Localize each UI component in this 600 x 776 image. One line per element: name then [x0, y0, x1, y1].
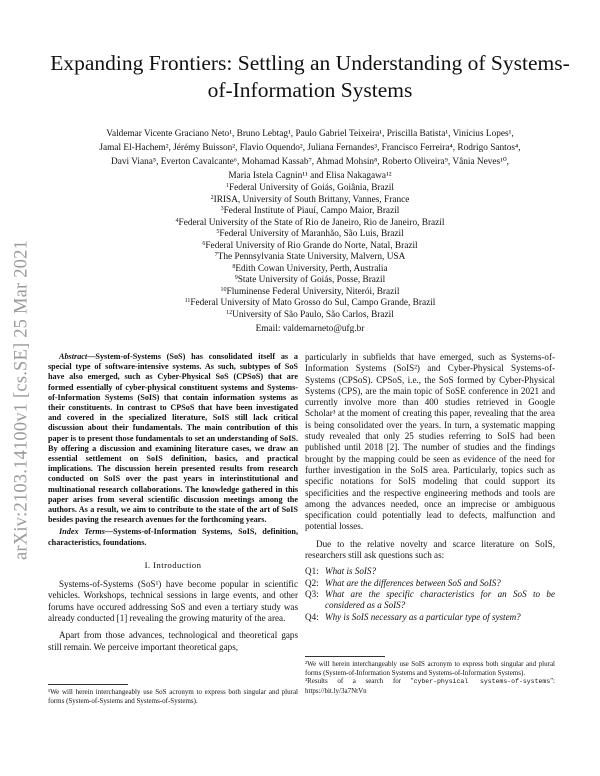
affiliation: $^4$Federal University of the State of Rio de Janeiro, Rio de Janeiro, Brazil: [175, 217, 445, 228]
question-item: Q2: What are the differences between SoS and SoIS?: [305, 577, 501, 588]
authors-line: Maria Istela Cagnin¹¹ and Elisa Nakagawa¹²: [228, 170, 392, 181]
footnote-rule: [305, 656, 385, 657]
body-paragraph: Due to the relative novelty and scarce literature on SoIS, researchers still ask questions such as:: [305, 538, 555, 561]
question-item: Q1: What is SoIS?: [305, 566, 377, 577]
email[interactable]: Email: valdemarneto@ufg.br: [255, 324, 365, 334]
affiliation: $^1$Federal University of Goiás, Goiânia, Brazil: [226, 183, 394, 193]
authors-line: Valdemar Vicente Graciano Neto¹, Bruno Lebtag¹, Paulo Gabriel Teixeira¹, Priscilla Batista¹, Vinícius Lopes¹,: [106, 129, 514, 139]
index-terms-text: —Systems-of-Information Systems, SoIS, definition, characteristics, foundations.: [48, 527, 298, 547]
footnote: ²We will herein interchangeably use SoIS acronym to express both singular and plural forms (System-of-Information Systems and Systems-of-Information Systems).: [305, 660, 555, 677]
affiliation: $^2$IRISA, University of South Brittany, Vannes, France: [210, 194, 410, 205]
affiliation: $^3$Federal Institute of Piauí, Campo Maior, Brazil: [220, 206, 400, 216]
affiliation: $^9$State University of Goiás, Posse, Brazil: [234, 275, 386, 285]
left-column: [48, 352, 298, 653]
intro-paragraph: Apart from those advances, technological and theoretical gaps still remain. We perceive important theoretical gaps,: [48, 630, 298, 652]
body-paragraph: particularly in subfields that have emerged, such as Systems-of-Information Systems (SoIS²) and Cyber-Physical Systems-of-Systems (CPSoS). CPSoS, i.e., the SoS formed by Cyber-Physical Systems (CPS), are the main topic of SoSE conference in 2021 and currently involve more than 400 studies retrieved in Google Scholar³ at the moment of creating this paper, revealing that the area is being consolidated over the years. In turn, a systematic mapping study revealed that only 25 studies referring to SoIS had been published until 2018 [2]. The number of studies and the findings brought by the mapping could be seen as evidence of the need for further investigation in the SoIS area. Particularly, topics such as specific notations for SoIS modeling that could support its specificities and the respective engineering methods and tools are among the advances needed, once an imprecise or ambiguous specification could potentially lead to defects, malfunction and potential losses.: [305, 352, 555, 532]
abstract-label: Abstract: [59, 352, 88, 361]
affiliation: $^8$Edith Cowan University, Perth, Australia: [232, 263, 388, 274]
footnote-link[interactable]: ": https://bit.ly/3a7NtVn: [305, 677, 555, 695]
question-item: Q3: What are the specific characteristics for an SoS to be considered as a SoIS?: [305, 588, 555, 611]
authors-line: Jamal El-Hachem², Jérémy Buisson², Flavio Oquendo², Juliana Fernandes³, Francisco Ferreira⁴, Rodrigo Santos⁴,: [99, 142, 521, 153]
section-heading: I. Introduction: [144, 559, 202, 570]
footnote: ³Results of a search for "cyber-physical systems-of-systems": https://bit.ly/3a7NtVn: [305, 677, 555, 695]
footnote-rule: [48, 684, 128, 685]
index-terms-label: Index Terms: [59, 527, 105, 537]
intro-paragraph: Systems-of-Systems (SoS¹) have become popular in scientific vehicles. Workshops, technical sessions in large events, and other forums have occured addressing SoS and even a tertiary study was already conducted [1] revealing the growing maturity of the area.: [48, 579, 298, 624]
affiliations-block: [100, 183, 520, 336]
index-terms: [48, 527, 298, 547]
arxiv-id: arXiv:2103.14100v1 [cs.SE] 25 Mar 2021: [11, 239, 32, 561]
question-item: Q4: Why is SoIS necessary as a particular type of system?: [305, 611, 521, 622]
abstract: [48, 352, 298, 525]
right-column: [305, 352, 555, 623]
paper-title: Expanding Frontiers: Settling an Understanding of Systems-of-Information Systems: [50, 51, 570, 102]
affiliation: $^{12}$University of São Paulo, São Carlos, Brazil: [226, 309, 394, 320]
affiliation: $^6$Federal University of Rio Grande do Norte, Natal, Brazil: [202, 240, 418, 251]
authors-line: Davi Viana⁵, Everton Cavalcante⁶, Mohamad Kassab⁷, Ahmad Mohsin⁸, Roberto Oliveira⁹, Vânia Neves¹⁰,: [111, 156, 509, 167]
footnote: ¹We will herein interchangeably use SoS acronym to express both singular and plural forms (System-of-Systems and Systems-of-Systems).: [48, 688, 298, 705]
abstract-text: —System-of-Systems (SoS) has consolidated itself as a special type of software-intensive systems. As such, subtypes of SoS have also emerged, such as Cyber-Physical SoS (CPSoS) that are formed essentially of cyber-physical constituent systems and Systems-of-Information Systems (SoIS) that contain information systems as their constituents. In contrast to CPSoS that have been investigated and covered in the specialized literature, SoIS still lack critical discussion about their fundamentals. The main contribution of this paper is to present those fundamentals to set an understanding of SoIS. By offering a discussion and examining literature cases, we draw an essential settlement on SoIS definition, basics, and practical implications. The discussion herein presented results from research conducted on SoIS over the past years in interinstitutional and multinational research collaborations. The knowledge gathered in this paper arises from several scientific discussion meetings among the authors. As a result, we aim to contribute to the state of the art of SoIS besides paving the research avenues for the forthcoming years.: [48, 352, 298, 525]
authors-block: [72, 128, 548, 184]
footnotes-right: [305, 660, 555, 695]
affiliation: $^5$Federal University of Maranhão, São Luis, Brazil: [216, 229, 404, 239]
affiliation: $^{10}$Fluminense Federal University, Niterói, Brazil: [220, 286, 400, 297]
affiliation: $^{11}$Federal University of Mato Grosso do Sul, Campo Grande, Brazil: [184, 298, 436, 308]
question-list: [305, 566, 555, 622]
arxiv-stamp: [0, 140, 44, 660]
affiliation: $^7$The Pennsylvania State University, Malvern, USA: [214, 252, 406, 262]
